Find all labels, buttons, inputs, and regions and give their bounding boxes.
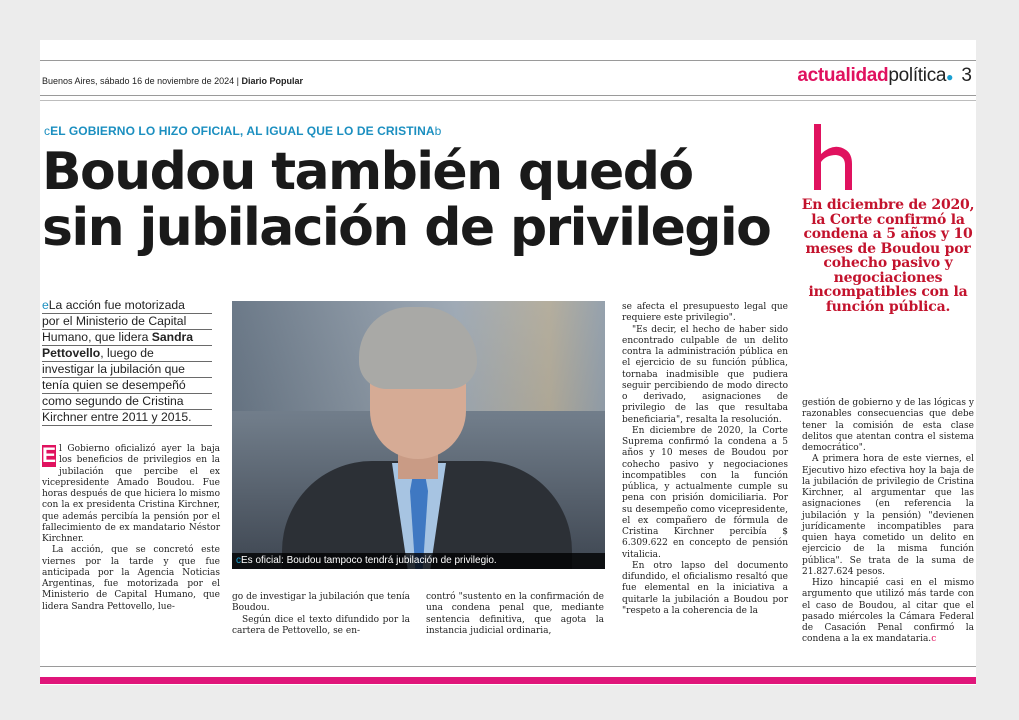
lead-line-text: investigar la jubilación que <box>42 362 185 376</box>
dateline <box>42 76 303 86</box>
lead-surname-bold: Pettovello <box>42 346 101 360</box>
lead-line <box>42 330 212 346</box>
footer-accent-bar <box>40 677 976 684</box>
body-column-5 <box>802 398 974 646</box>
kicker-text: EL GOBIERNO LO HIZO OFICIAL, AL IGUAL QUE LO DE CRISTINA <box>50 124 435 138</box>
lead-line <box>42 314 212 330</box>
section-rest: política <box>888 65 947 86</box>
paragraph-text: l Gobierno oficializó ayer la baja los beneficios de privilegios en la jubilación que percibe el ex vicepresidente Amado Boudou. Fue horas después de que hiciera lo mismo con la ex presidenta Cristina Kirchner, que además percibía la pensión por el fallecimiento de ex mandatario Néstor Kirchner. <box>42 444 220 544</box>
lead-line <box>42 378 212 394</box>
paragraph: go de investigar la jubilación que tenía Boudou. <box>232 592 410 614</box>
paragraph: se afecta el presupuesto legal que requiere este privilegio". <box>622 302 788 324</box>
kicker-close-mark: b <box>434 124 442 138</box>
headline <box>42 144 787 256</box>
headline-line-2: sin jubilación de privilegio <box>42 198 771 258</box>
body-column-1 <box>42 444 220 613</box>
kicker <box>44 124 441 138</box>
section-dot-icon: ● <box>946 70 954 84</box>
paragraph: contró "sustento en la confirmación de una condena penal que, mediante sentencia definitiva, que agota la instancia judicial ordinaria, <box>426 592 604 636</box>
pullquote: En diciembre de 2020, la Corte confirmó la condena a 5 años y 10 meses de Boudou por cohecho pasivo y negociaciones incompatibles con la función pública. <box>801 197 975 315</box>
paragraph: Según dice el texto difundido por la cartera de Pettovello, se en- <box>232 614 410 636</box>
photo-caption <box>232 553 605 569</box>
caption-mark: c <box>236 555 241 566</box>
lead-line-text: tenía quien se desempeñó <box>42 378 186 392</box>
dateline-text: Buenos Aires, sábado 16 de noviembre de 2024 | <box>42 76 242 86</box>
lead-line <box>42 346 212 362</box>
paragraph: La acción, que se concretó este viernes por la tarde y que fue anticipada por la Agencia Noticias Argentinas, fue motorizada por el Ministerio de Capital Humano, que lidera Sandra Pettovello, lue- <box>42 545 220 612</box>
lead-summary <box>42 298 212 426</box>
lead-line <box>42 362 212 378</box>
paragraph: gestión de gobierno y de las lógicas y razonables consecuencias que debe tener la comisión de esta clase delitos que atentan contra el sistema democrático". <box>802 398 974 453</box>
paragraph-text: Hizo hincapié casi en el mismo argumento que utilizó más tarde con el caso de Boudou, al citar que el pasado miércoles la Cámara Federal de Casación Penal confirmó la condena a la ex mandataria. <box>802 578 974 645</box>
drop-cap: E <box>42 444 57 467</box>
section-label <box>797 65 972 87</box>
lead-line <box>42 394 212 410</box>
footer-rule <box>40 666 976 667</box>
paragraph: En otro lapso del documento difundido, el oficialismo resaltó que fue elemental en la iniciativa a quitarle la jubilación a Boudou por "respeto a la coherencia de la <box>622 560 788 616</box>
kicker-open-mark: c <box>44 124 51 138</box>
paragraph <box>802 578 974 646</box>
paragraph: En diciembre de 2020, la Corte Suprema confirmó la condena a 5 años y 10 meses de Boudou por cohecho pasivo y negociaciones incompatibles con la función pública, y actualmente cumple su pena con prisión domiciliaria. Por su desempeño como vicepresidente, el ex compañero de fórmula de Cristina Kirchner percibía $ 6.309.622 en concepto de pensión vitalicia. <box>622 425 788 560</box>
lead-name-bold: Sandra <box>151 330 194 344</box>
lead-line-text: La acción fue motorizada <box>48 298 185 312</box>
caption-text: Es oficial: Boudou tampoco tendrá jubilación de privilegio. <box>241 555 497 566</box>
lead-line <box>42 298 212 314</box>
end-mark: c <box>931 634 937 645</box>
news-photo <box>232 301 605 569</box>
paper-name: Diario Popular <box>241 76 303 86</box>
body-column-4 <box>622 302 788 617</box>
lead-line-text: Humano, que lidera <box>42 330 152 344</box>
lead-line-text: por el Ministerio de Capital <box>42 314 187 328</box>
headline-line-1: Boudou también quedó <box>42 142 693 202</box>
lead-mark: e <box>42 298 49 312</box>
newspaper-page <box>40 40 976 685</box>
header-rule-1 <box>40 95 976 96</box>
header-top-rule <box>40 60 976 61</box>
paragraph <box>42 444 220 545</box>
header-rule-2 <box>40 100 976 101</box>
pullquote-h-icon <box>812 124 856 190</box>
paragraph: "Es decir, el hecho de haber sido encontrado culpable de un delito contra la administración pública en el ejercicio de su función pública, tornaba inadmisible que pudiera seguir percibiendo de modo directo o derivado, asignaciones de privilegio de las que resultaba beneficiaria", resalta la resolución. <box>622 324 788 425</box>
lead-line-text: como segundo de Cristina <box>42 394 184 408</box>
lead-line <box>42 410 212 426</box>
section-accent: actualidad <box>797 65 889 86</box>
body-column-3 <box>426 592 604 637</box>
lead-line-text: Kirchner entre 2011 y 2015. <box>42 410 192 424</box>
paragraph: A primera hora de este viernes, el Ejecutivo hizo efectiva hoy la baja de la jubilación de privilegio de Cristina Kirchner, al argumentar que las asignaciones (en referencia la jubilación y la pensión) "devienen jurídicamente incompatibles para quien haya cometido un delito en ejercicio de la misma función pública". Se trata de la suma de 21.827.624 pesos. <box>802 454 974 577</box>
page-number: 3 <box>961 65 972 86</box>
body-column-2 <box>232 592 410 637</box>
lead-line-text: , luego de <box>100 346 154 360</box>
